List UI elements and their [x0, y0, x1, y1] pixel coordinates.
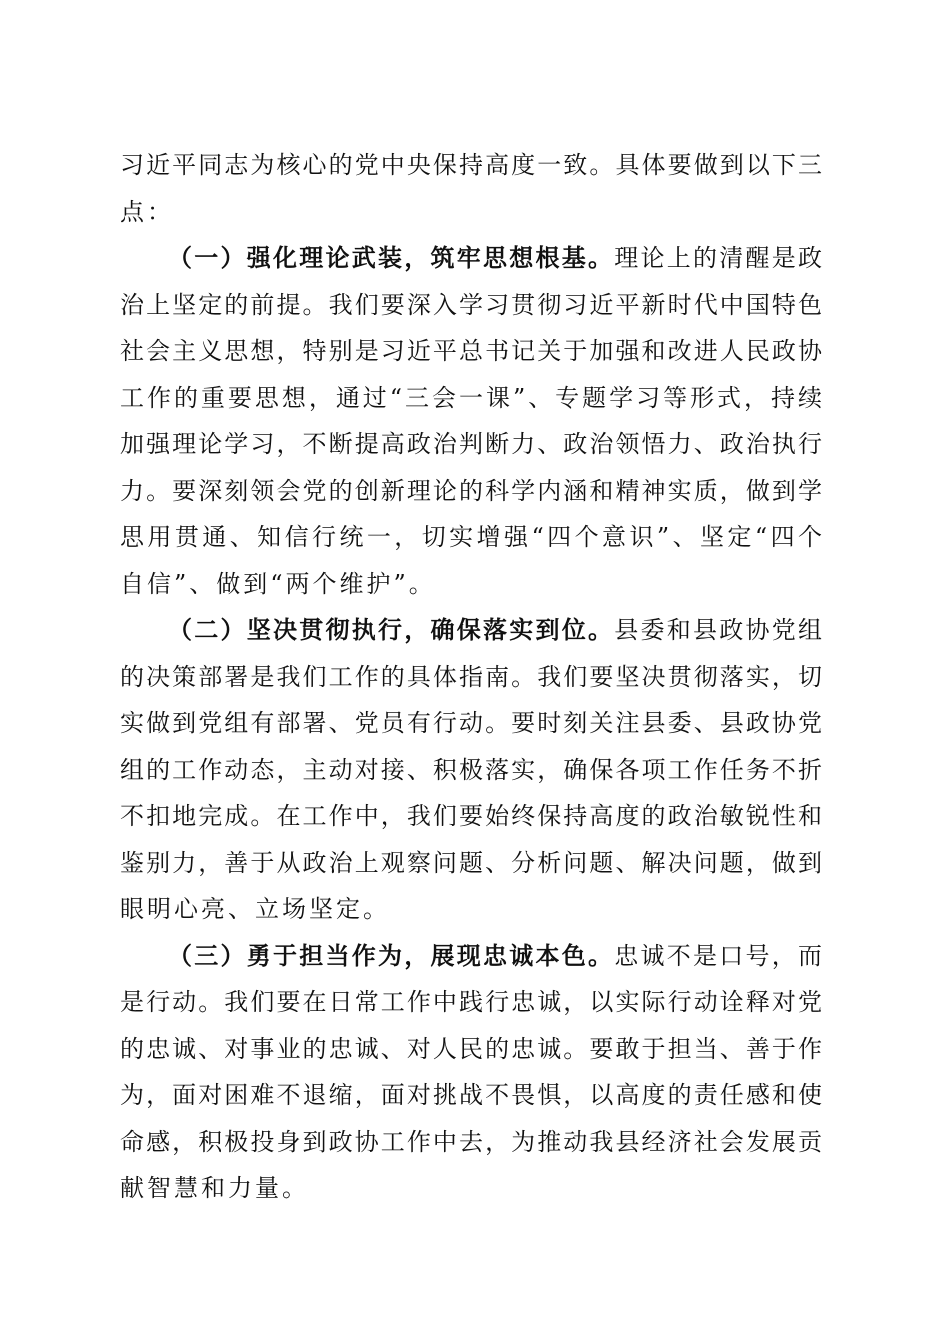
- text-line: [120, 1072, 822, 1119]
- section-heading: （三）勇于担当作为，展现忠诚本色。: [168, 940, 615, 970]
- paragraph: [120, 142, 822, 235]
- line-text: 工作的重要思想，通过“三会一课”、专题学习等形式，持续: [120, 383, 822, 412]
- line-text: 不扣地完成。在工作中，我们要始终保持高度的政治敏锐性和: [120, 802, 822, 830]
- text-line: [120, 235, 822, 282]
- text-line: [120, 375, 822, 422]
- line-text: 组的工作动态，主动对接、积极落实，确保各项工作任务不折: [120, 755, 822, 784]
- line-text: 为，面对困难不退缩，面对挑战不畏惧，以高度的责任感和使: [120, 1081, 822, 1109]
- line-text: 习近平同志为核心的党中央保持高度一致。具体要做到以下三: [120, 151, 822, 179]
- text-line: [120, 793, 822, 840]
- text-line: [120, 607, 822, 654]
- text-line: [120, 1119, 822, 1166]
- text-line: [120, 886, 822, 933]
- section-heading: （一）强化理论武装，筑牢思想根基。: [168, 243, 615, 272]
- line-text: 眼明心亮、立场坚定。: [120, 895, 390, 923]
- line-text: 鉴别力，善于从政治上观察问题、分析问题、解决问题，做到: [120, 848, 822, 877]
- text-line: [120, 561, 822, 608]
- text-line: [120, 933, 822, 980]
- line-text: 县委和县政协党组: [614, 616, 822, 644]
- line-text: 忠诚不是口号，而: [614, 941, 822, 970]
- text-line: [120, 747, 822, 794]
- paragraph: [120, 607, 822, 933]
- text-line: [120, 189, 822, 236]
- line-text: 思用贯通、知信行统一，切实增强“四个意识”、坚定“四个: [120, 523, 822, 551]
- document-body: [120, 142, 822, 1212]
- text-line: [120, 514, 822, 561]
- text-line: [120, 1165, 822, 1212]
- text-line: [120, 700, 822, 747]
- line-text: 社会主义思想，特别是习近平总书记关于加强和改进人民政协: [120, 337, 822, 365]
- section-heading: （二）坚决贯彻执行，确保落实到位。: [168, 615, 615, 644]
- line-text: 命感，积极投身到政协工作中去，为推动我县经济社会发展贡: [120, 1127, 822, 1156]
- line-text: 理论上的清醒是政: [614, 244, 822, 272]
- line-text: 的决策部署是我们工作的具体指南。我们要坚决贯彻落实，切: [120, 662, 822, 691]
- text-line: [120, 1026, 822, 1073]
- line-text: 力。要深刻领会党的创新理论的科学内涵和精神实质，做到学: [120, 476, 822, 505]
- text-line: [120, 840, 822, 887]
- line-text: 实做到党组有部署、党员有行动。要时刻关注县委、县政协党: [120, 709, 822, 737]
- text-line: [120, 979, 822, 1026]
- text-line: [120, 654, 822, 701]
- text-line: [120, 421, 822, 468]
- text-line: [120, 328, 822, 375]
- line-text: 献智慧和力量。: [120, 1174, 309, 1202]
- line-text: 治上坚定的前提。我们要深入学习贯彻习近平新时代中国特色: [120, 290, 822, 319]
- line-text: 加强理论学习，不断提高政治判断力、政治领悟力、政治执行: [120, 430, 822, 458]
- text-line: [120, 468, 822, 515]
- text-line: [120, 142, 822, 189]
- line-text: 自信”、做到“两个维护”。: [120, 569, 436, 598]
- line-text: 的忠诚、对事业的忠诚、对人民的忠诚。要敢于担当、善于作: [120, 1034, 822, 1063]
- line-text: 是行动。我们要在日常工作中践行忠诚，以实际行动诠释对党: [120, 988, 822, 1016]
- paragraph: [120, 235, 822, 607]
- text-line: [120, 282, 822, 329]
- paragraph: [120, 933, 822, 1212]
- line-text: 点：: [120, 197, 174, 226]
